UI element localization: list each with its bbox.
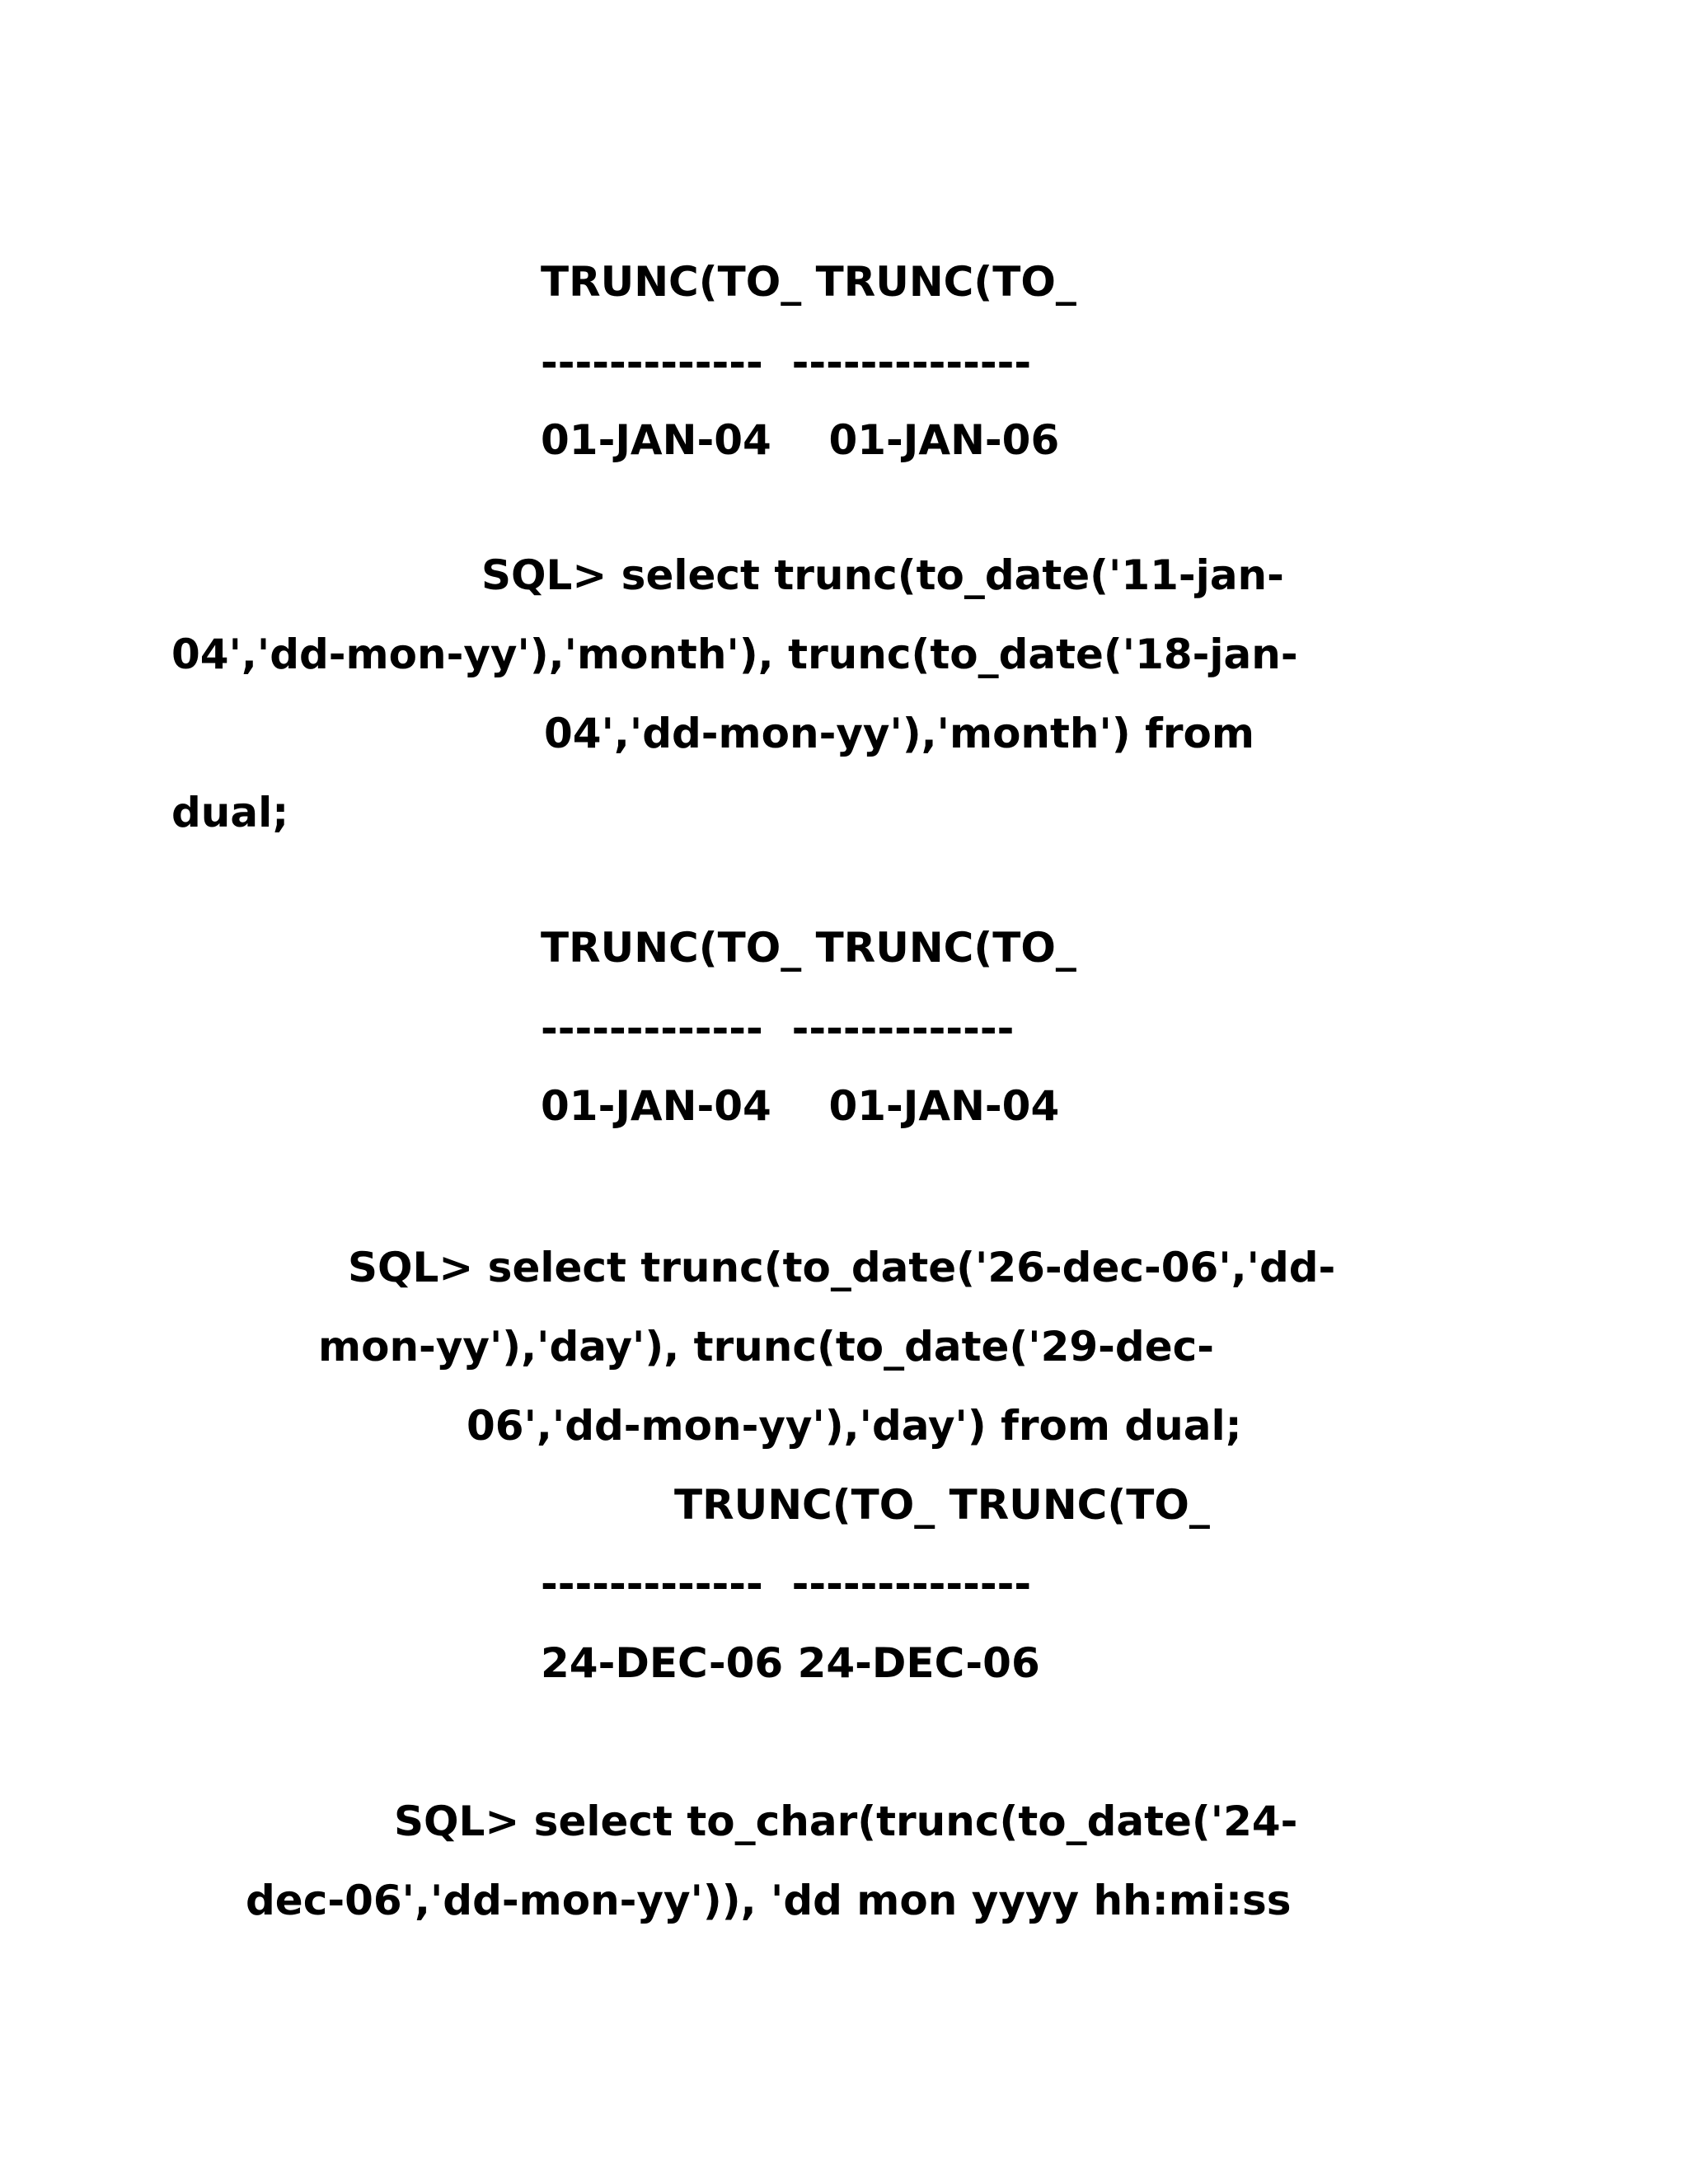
result-values: 01-JAN-04 01-JAN-06 <box>541 416 1060 464</box>
result-divider: ------------- -------------- <box>541 1560 1032 1608</box>
result-header: TRUNC(TO_ TRUNC(TO_ <box>541 258 1076 306</box>
result-values: 24-DEC-06 24-DEC-06 <box>541 1639 1040 1687</box>
result-values: 01-JAN-04 01-JAN-04 <box>541 1082 1060 1130</box>
sql-query-line: SQL> select trunc(to_date('26-dec-06','dd- <box>348 1244 1336 1291</box>
result-divider: ------------- ------------- <box>541 1005 1015 1052</box>
sql-query-line: SQL> select trunc(to_date('11-jan- <box>481 551 1284 599</box>
result-header: TRUNC(TO_ TRUNC(TO_ <box>674 1481 1210 1529</box>
sql-query-line: SQL> select to_char(trunc(to_date('24- <box>394 1797 1298 1845</box>
result-divider: ------------- -------------- <box>541 339 1032 387</box>
sql-query-line: mon-yy'),'day'), trunc(to_date('29-dec- <box>318 1323 1215 1371</box>
sql-query-line: dual; <box>171 789 289 837</box>
result-header: TRUNC(TO_ TRUNC(TO_ <box>541 924 1076 972</box>
sql-query-line: 04','dd-mon-yy'),'month') from <box>544 710 1254 757</box>
sql-query-line: dec-06','dd-mon-yy')), 'dd mon yyyy hh:mi:ss <box>246 1877 1292 1924</box>
sql-query-line: 04','dd-mon-yy'),'month'), trunc(to_date('18-jan- <box>171 630 1298 678</box>
sql-query-line: 06','dd-mon-yy'),'day') from dual; <box>467 1402 1242 1450</box>
